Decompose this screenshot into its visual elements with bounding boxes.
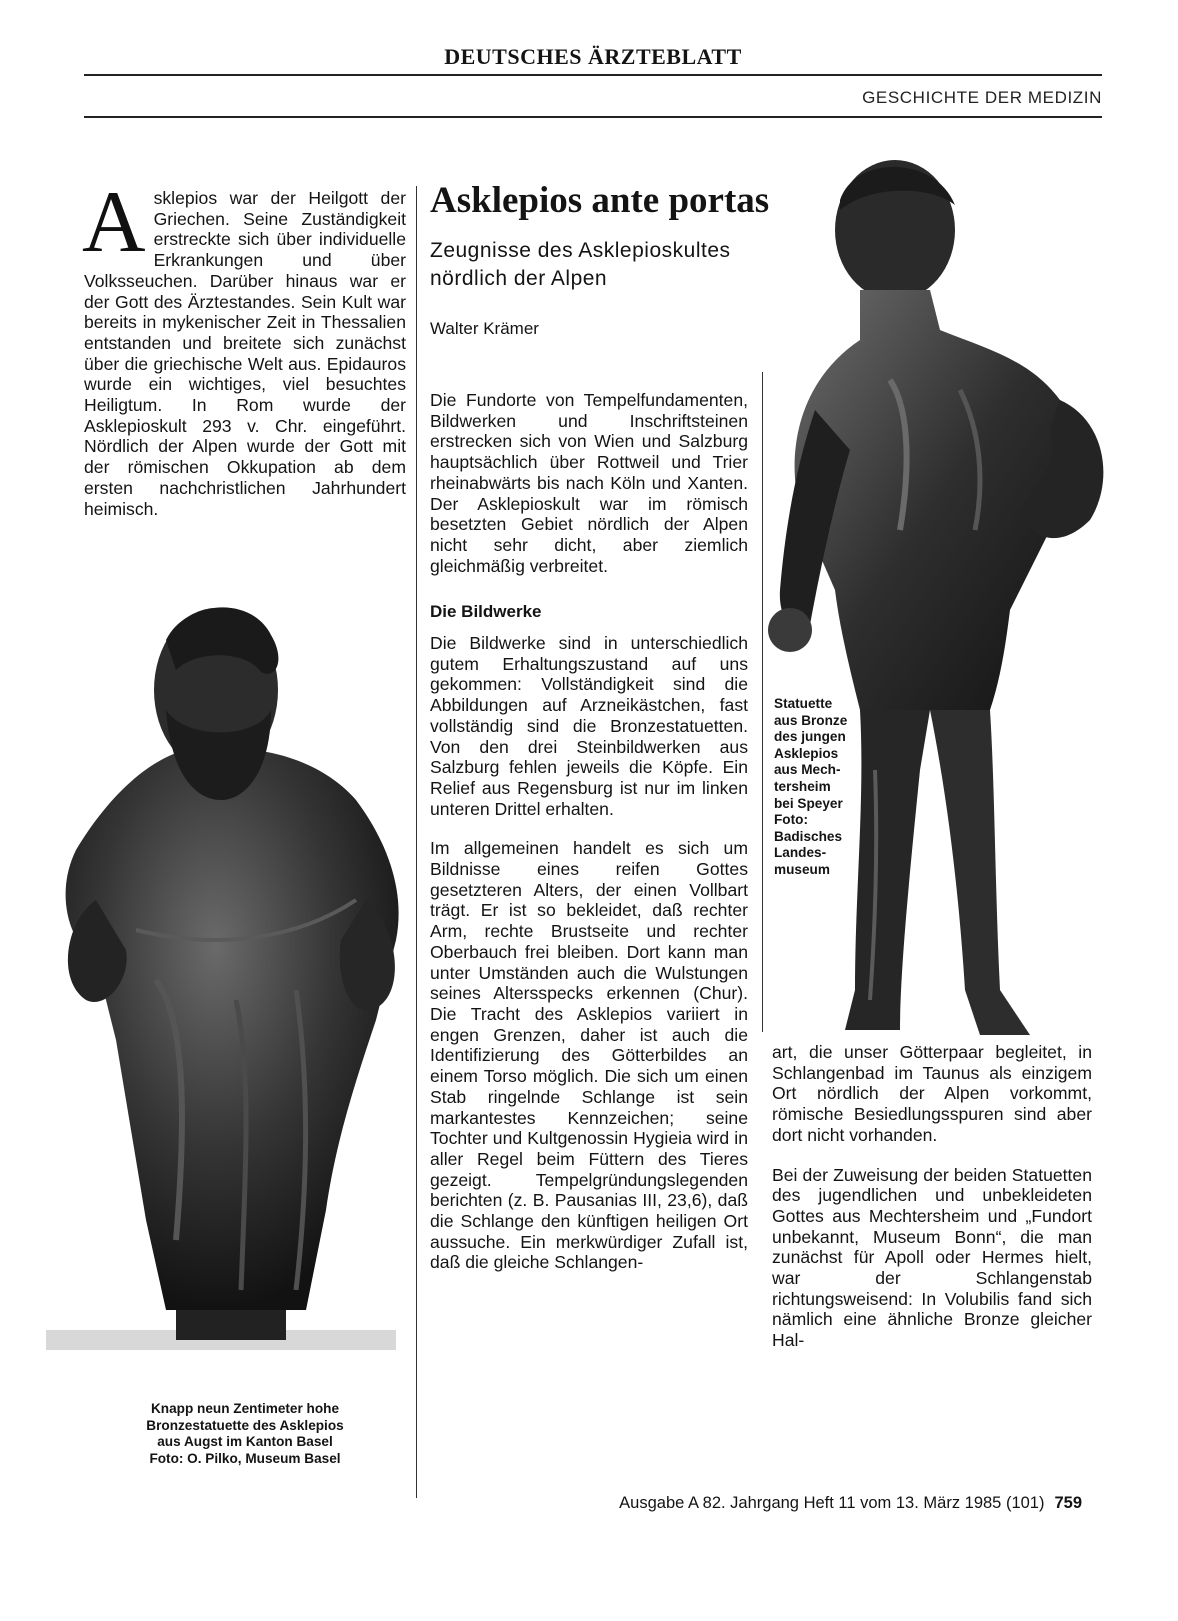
footer-issue: Ausgabe A 82. Jahrgang Heft 11 vom 13. März 1985 (101)	[619, 1494, 1045, 1512]
paragraph: art, die unser Götterpaar begleitet, in Schlangenbad im Taunus als einzigem Ort nördlich der Alpen vorkommt, römische Besiedlungsspuren sind aber dort nicht vorhanden.	[772, 1042, 1092, 1145]
bearded-asklepios-icon	[36, 600, 408, 1380]
page-number: 759	[1054, 1494, 1082, 1512]
body-column-right	[772, 1042, 1092, 1351]
article-subtitle: Zeugnisse des Asklepioskultes nördlich der Alpen	[430, 239, 731, 290]
paragraph: Bei der Zuweisung der beiden Statuetten des jugendlichen und unbekleideten Gottes aus Mechtersheim und „Fundort unbekannt, Museum Bonn“, die man zunächst für Apoll oder Hermes hielt, war der Schlangenstab richtungsweisend: In Volubilis fand sich nämlich eine ähnliche Bronze gleicher Hal-	[772, 1164, 1092, 1351]
article-author: Walter Krämer	[430, 319, 539, 338]
subheading: Die Bildwerke	[430, 602, 542, 622]
section-label: GESCHICHTE DER MEDIZIN	[862, 88, 1102, 107]
article-title: Asklepios ante portas	[430, 180, 770, 221]
masthead: DEUTSCHES ÄRZTEBLATT	[444, 44, 742, 69]
body-column-middle	[430, 390, 748, 1273]
figure-caption-mechtersheim: Statuette aus Bronze des jungen Asklepios aus Mech- tersheim bei Speyer Foto: Badisches Landes- museum	[774, 696, 848, 877]
page-footer	[619, 1494, 1082, 1513]
intro-column	[82, 174, 406, 519]
intro-text: sklepios war der Heilgott der Griechen. Seine Zuständigkeit erstreckte sich über individuelle Erkrankungen und über Volksseuchen. Darüber hinaus war er der Gott des Ärztestandes. Sein Kult war bereits in mykenischer Zeit in Thessalien entstanden und breitete sich zunächst über die griechische Welt aus. Epidauros wurde ein wichtiges, viel besuchtes Heiligtum. In Rom wurde der Asklepioskult 293 v. Chr. eingeführt. Nördlich der Alpen wurde der Gott mit der römischen Okkupation ab dem ersten nachchristlichen Jahrhundert heimisch.	[84, 188, 406, 519]
section-rule	[84, 116, 1102, 118]
column-divider-left	[416, 186, 417, 1498]
paragraph: Die Bildwerke sind in unterschiedlich gutem Erhaltungszustand auf uns gekommen: Vollständigkeit sind die Abbildungen auf Arzneikästchen, fast vollständig sind die Bronzestatuetten. Von den drei Steinbildwerken aus Salzburg fehlen jeweils die Köpfe. Ein Relief aus Regensburg ist nur im linken unteren Drittel erhalten.	[430, 633, 748, 819]
drop-cap: A	[82, 174, 146, 271]
figure-bearded-asklepios	[36, 600, 408, 1380]
paragraph: Die Fundorte von Tempelfundamenten, Bildwerken und Inschriftsteinen erstrecken sich von Wien und Salzburg hauptsächlich über Rottweil und Trier rheinabwärts bis nach Köln und Xanten. Der Asklepioskult war im römisch besetzten Gebiet nördlich der Alpen nicht sehr dicht, aber ziemlich gleichmäßig verbreitet.	[430, 390, 748, 576]
figure-young-asklepios	[760, 150, 1120, 1070]
figure-caption-augst: Knapp neun Zentimeter hohe Bronzestatuette des Asklepios aus Augst im Kanton Basel Foto: O. Pilko, Museum Basel	[146, 1401, 344, 1466]
paragraph: Im allgemeinen handelt es sich um Bildnisse eines reifen Gottes gesetzteren Alters, der einen Vollbart trägt. Er ist so bekleidet, daß rechter Arm, rechte Brustseite und rechter Oberbauch frei bleiben. Dort kann man unter Umständen auch die Wulstungen seines Altersspecks erkennen (Chur). Die Tracht des Asklepios variiert in engen Grenzen, daher ist auch die Identifizierung des Götterbildes an einem Torso möglich. Die sich um einen Stab ringelnde Schlange ist sein markantestes Kennzeichen; seine Tochter und Kultgenossin Hygieia wird in aller Regel beim Füttern des Tieres gezeigt. Tempelgründungslegenden berichten (z. B. Pausanias III, 23,6), daß die Schlange den künftigen heiligen Ort aussuche. Ein merkwürdiger Zufall ist, daß die gleiche Schlangen-	[430, 838, 748, 1273]
young-asklepios-icon	[760, 150, 1120, 1070]
masthead-rule	[84, 74, 1102, 76]
